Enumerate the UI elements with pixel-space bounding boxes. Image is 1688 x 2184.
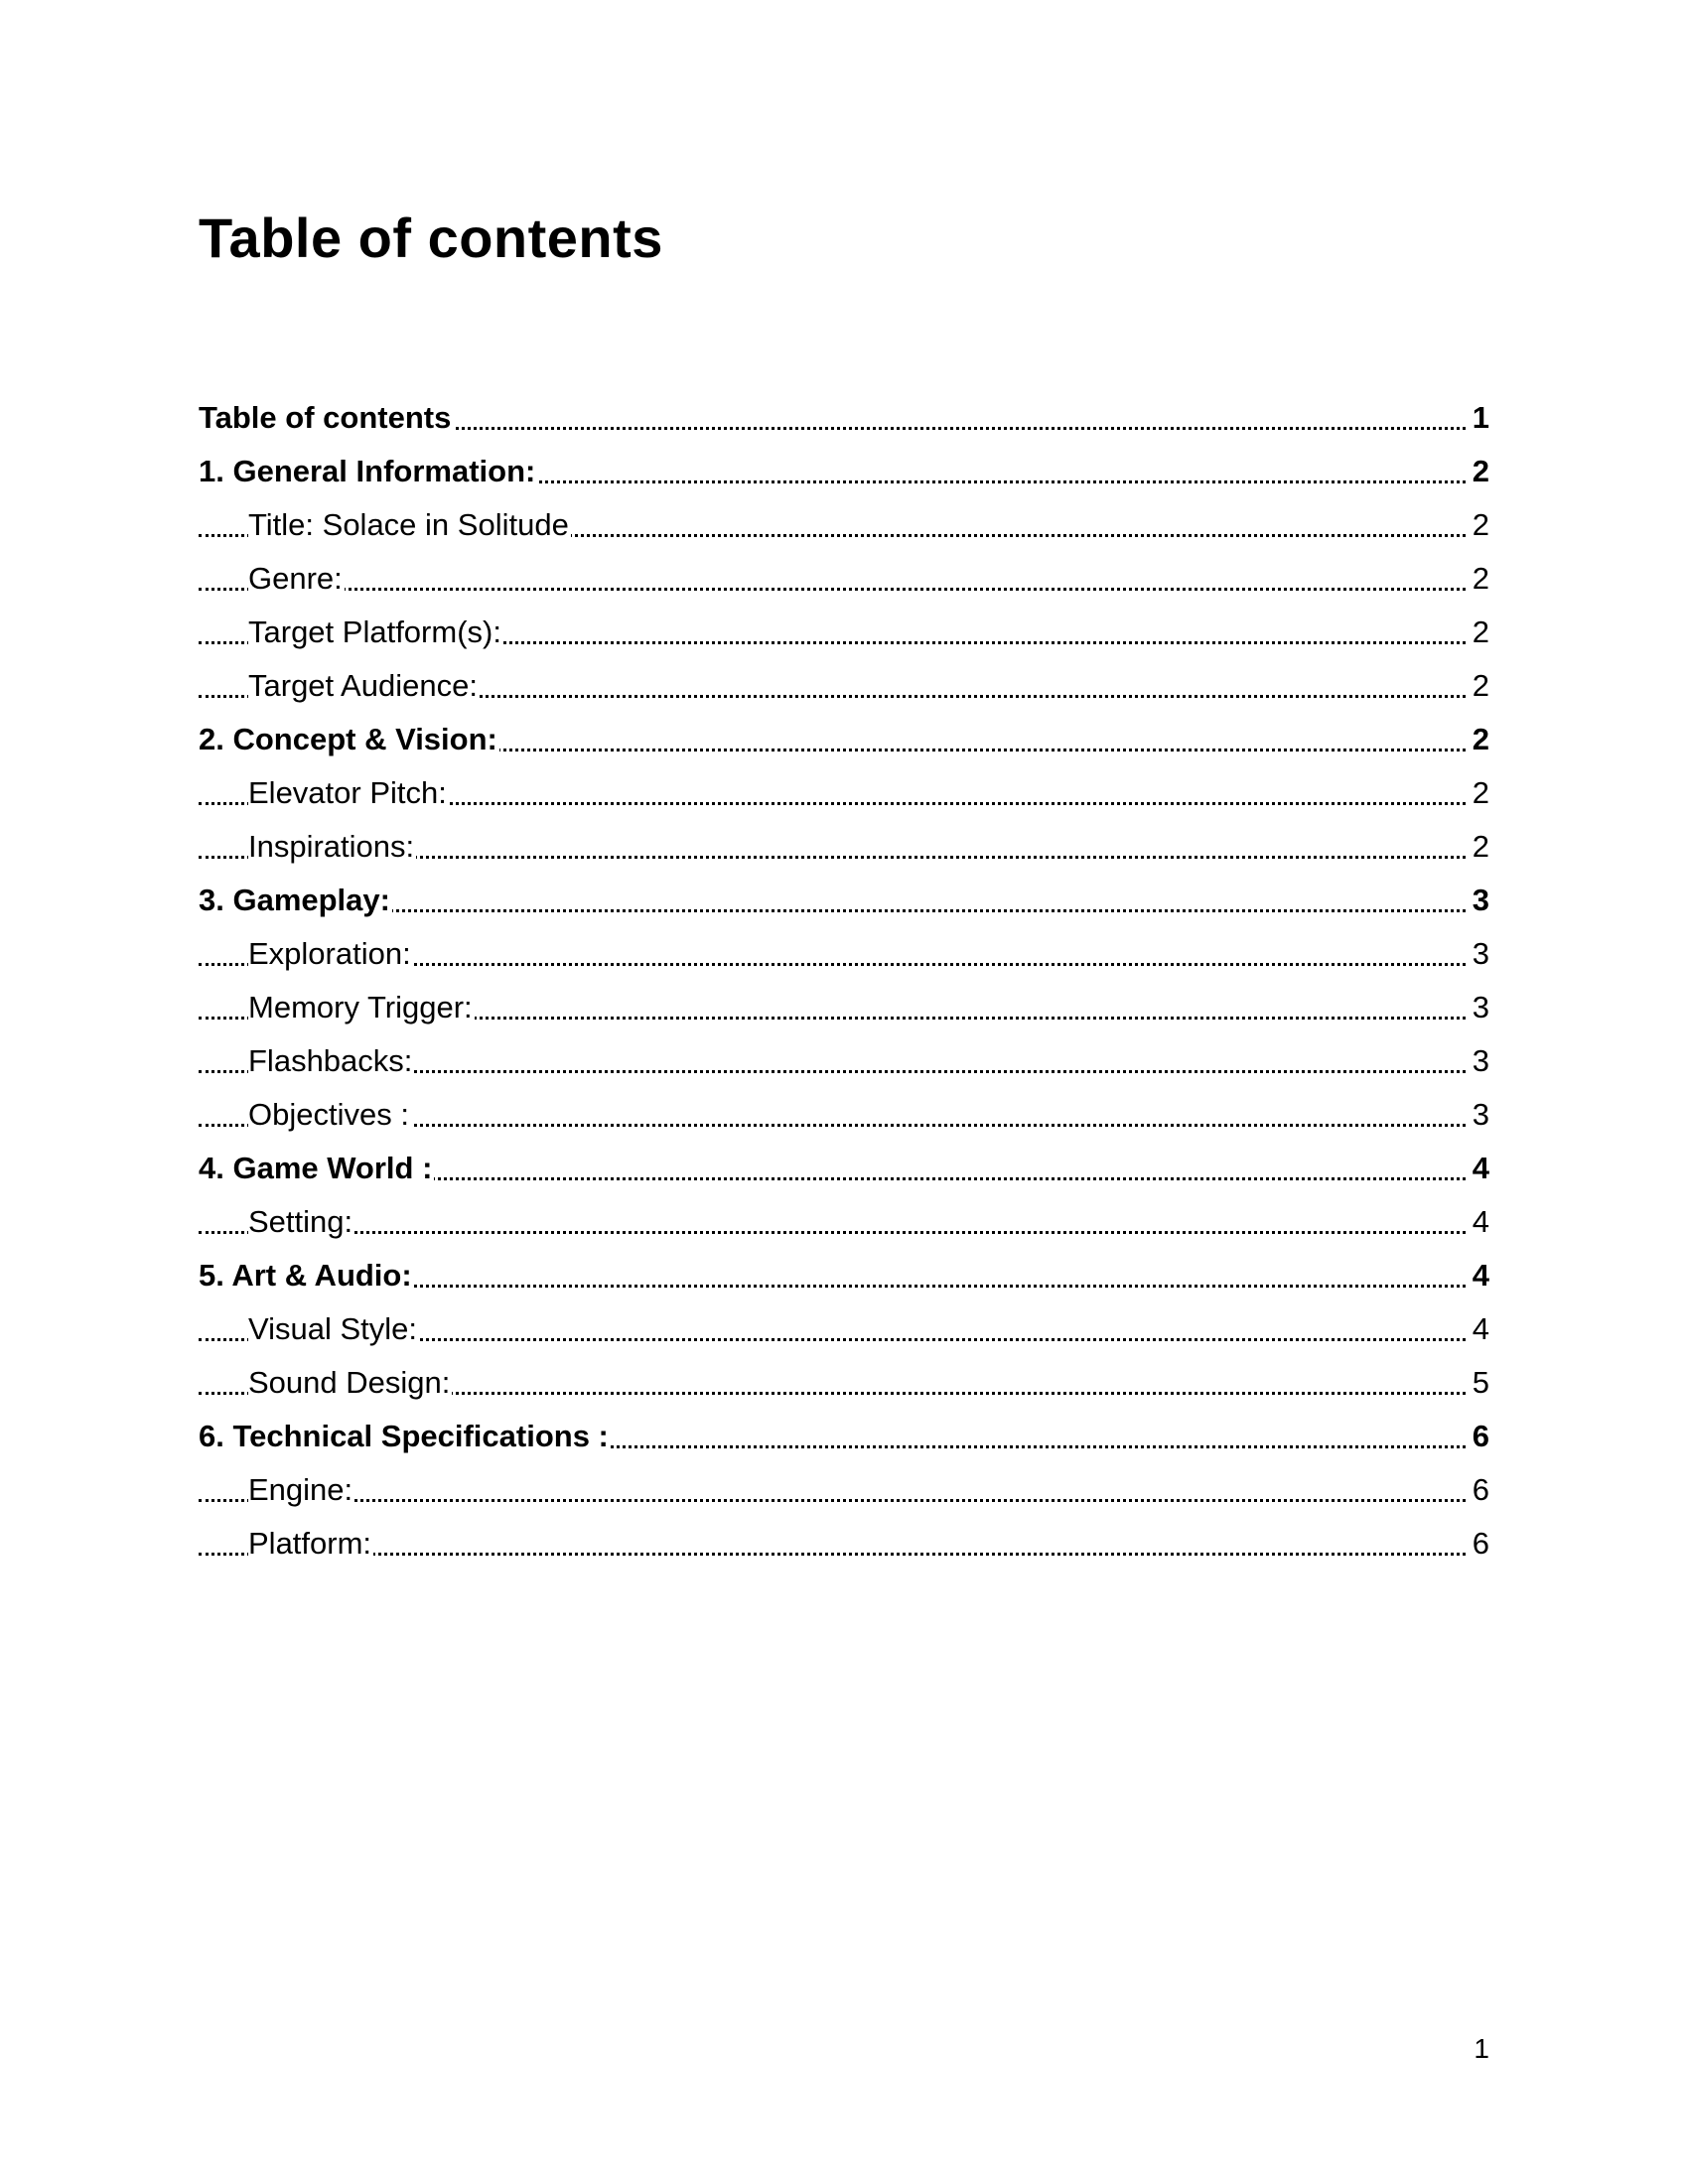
- toc-entry-title: 2. Concept & Vision:: [199, 722, 497, 756]
- toc-entry-page: 2: [1469, 659, 1489, 713]
- toc-entry-page: 6: [1469, 1463, 1489, 1517]
- toc-entry-page: 3: [1469, 1034, 1489, 1088]
- toc-entry[interactable]: [199, 445, 1489, 498]
- toc-entry-title: Flashbacks:: [248, 1043, 413, 1078]
- toc-entry-page: 2: [1469, 766, 1489, 820]
- toc-entry-page: 2: [1469, 820, 1489, 874]
- toc-leader-dots: [199, 1231, 1489, 1234]
- toc-entry[interactable]: [199, 1034, 1489, 1088]
- toc-entry-title: 4. Game World :: [199, 1151, 433, 1185]
- toc-entry-page: 3: [1469, 874, 1489, 927]
- toc-entry[interactable]: [199, 1356, 1489, 1410]
- toc-entry-title: Visual Style:: [248, 1311, 418, 1346]
- toc-leader-dots: [199, 1553, 1489, 1556]
- toc-entry-title: Exploration:: [248, 936, 411, 971]
- toc-leader-dots: [199, 909, 1489, 912]
- toc-entry-title: 5. Art & Audio:: [199, 1258, 412, 1293]
- toc-entry-title: Elevator Pitch:: [248, 775, 447, 810]
- toc-entry[interactable]: [199, 1517, 1489, 1570]
- toc-entry[interactable]: [199, 713, 1489, 766]
- toc-entry-title: Setting:: [248, 1204, 353, 1239]
- toc-entry-page: 2: [1469, 606, 1489, 659]
- toc-entry-page: 3: [1469, 927, 1489, 981]
- toc-entry[interactable]: [199, 659, 1489, 713]
- toc-entry-page: 4: [1469, 1249, 1489, 1302]
- page-number: 1: [1474, 2033, 1489, 2064]
- toc-entry-page: 1: [1469, 391, 1489, 445]
- toc-entry-page: 4: [1469, 1142, 1489, 1195]
- toc-entry[interactable]: [199, 820, 1489, 874]
- toc-entry[interactable]: [199, 1302, 1489, 1356]
- toc-entry-page: 6: [1469, 1410, 1489, 1463]
- toc-entry-title: Title: Solace in Solitude: [248, 507, 569, 542]
- toc-entry[interactable]: [199, 1142, 1489, 1195]
- toc-entry-title: 3. Gameplay:: [199, 883, 390, 917]
- toc-entry[interactable]: [199, 981, 1489, 1034]
- toc-entry[interactable]: [199, 552, 1489, 606]
- toc-entry-page: 2: [1469, 445, 1489, 498]
- toc-entry[interactable]: [199, 1249, 1489, 1302]
- toc-entry[interactable]: [199, 606, 1489, 659]
- toc-entry-title: Inspirations:: [248, 829, 415, 864]
- toc-entry[interactable]: [199, 766, 1489, 820]
- toc-entry-title: Engine:: [248, 1472, 353, 1507]
- toc-entry[interactable]: [199, 391, 1489, 445]
- toc-entry-title: Table of contents: [199, 400, 452, 435]
- toc-entry[interactable]: [199, 1195, 1489, 1249]
- toc-entry-title: 1. General Information:: [199, 454, 536, 488]
- toc-entry[interactable]: [199, 1463, 1489, 1517]
- toc-entry-page: 2: [1469, 498, 1489, 552]
- toc-entry-page: 4: [1469, 1195, 1489, 1249]
- page-title: Table of contents: [199, 206, 663, 269]
- toc-entry[interactable]: [199, 498, 1489, 552]
- toc-entry-title: Memory Trigger:: [248, 990, 473, 1024]
- toc-entry[interactable]: [199, 1410, 1489, 1463]
- toc-entry-title: Target Audience:: [248, 668, 478, 703]
- toc-entry-title: Objectives :: [248, 1097, 409, 1132]
- toc-entry[interactable]: [199, 927, 1489, 981]
- toc-leader-dots: [199, 1499, 1489, 1502]
- toc-entry-page: 3: [1469, 1088, 1489, 1142]
- toc-leader-dots: [199, 588, 1489, 591]
- toc-entry[interactable]: [199, 874, 1489, 927]
- toc-entry-page: 4: [1469, 1302, 1489, 1356]
- toc-entry-page: 3: [1469, 981, 1489, 1034]
- toc-entry-title: Sound Design:: [248, 1365, 451, 1400]
- toc-entry-title: Genre:: [248, 561, 343, 596]
- toc-entry-page: 2: [1469, 552, 1489, 606]
- toc-entry-title: Target Platform(s):: [248, 614, 501, 649]
- toc-entry[interactable]: [199, 1088, 1489, 1142]
- toc-entry-page: 5: [1469, 1356, 1489, 1410]
- toc-entry-page: 2: [1469, 713, 1489, 766]
- toc-entry-page: 6: [1469, 1517, 1489, 1570]
- toc-entry-title: Platform:: [248, 1526, 372, 1561]
- table-of-contents: [199, 391, 1489, 1570]
- toc-entry-title: 6. Technical Specifications :: [199, 1419, 609, 1453]
